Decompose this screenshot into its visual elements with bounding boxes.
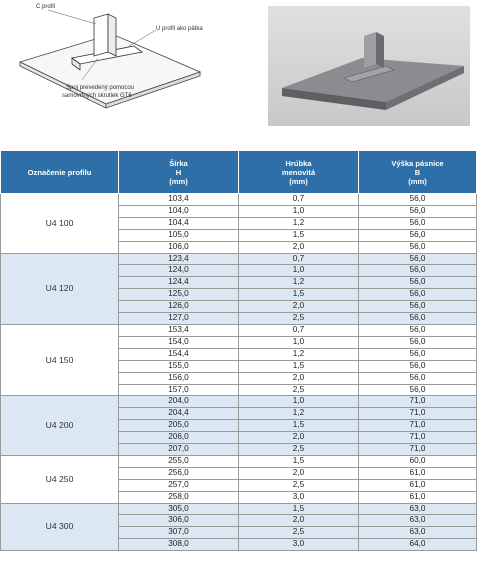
cell-flange-height-b: 63,0 xyxy=(359,503,477,515)
cell-width-h: 204,4 xyxy=(119,408,239,420)
table-header-row xyxy=(1,151,477,194)
cell-thickness: 2,0 xyxy=(239,241,359,253)
cell-width-h: 256,0 xyxy=(119,467,239,479)
cell-width-h: 257,0 xyxy=(119,479,239,491)
cell-flange-height-b: 64,0 xyxy=(359,539,477,551)
cell-thickness: 1,5 xyxy=(239,229,359,241)
cell-flange-height-b: 56,0 xyxy=(359,194,477,206)
table-row xyxy=(1,324,477,336)
cell-flange-height-b: 56,0 xyxy=(359,372,477,384)
cell-flange-height-b: 56,0 xyxy=(359,313,477,325)
cell-thickness: 0,7 xyxy=(239,324,359,336)
cell-flange-height-b: 63,0 xyxy=(359,527,477,539)
table-row xyxy=(1,194,477,206)
header-width-h xyxy=(119,151,239,194)
cell-width-h: 124,0 xyxy=(119,265,239,277)
cell-thickness: 2,0 xyxy=(239,372,359,384)
cell-thickness: 1,5 xyxy=(239,360,359,372)
header-text-line: (mm) xyxy=(408,176,427,186)
cell-flange-height-b: 56,0 xyxy=(359,324,477,336)
cell-thickness: 2,0 xyxy=(239,515,359,527)
header-text-line: (mm) xyxy=(169,176,188,186)
cell-width-h: 306,0 xyxy=(119,515,239,527)
cell-flange-height-b: 56,0 xyxy=(359,229,477,241)
cell-flange-height-b: 56,0 xyxy=(359,205,477,217)
cell-flange-height-b: 56,0 xyxy=(359,241,477,253)
cell-flange-height-b: 71,0 xyxy=(359,396,477,408)
cell-width-h: 103,4 xyxy=(119,194,239,206)
render-c-profile-front xyxy=(364,32,376,68)
cell-thickness: 1,5 xyxy=(239,420,359,432)
cell-flange-height-b: 71,0 xyxy=(359,408,477,420)
cell-thickness: 1,5 xyxy=(239,289,359,301)
cell-thickness: 1,2 xyxy=(239,348,359,360)
cell-flange-height-b: 56,0 xyxy=(359,253,477,265)
cell-width-h: 153,4 xyxy=(119,324,239,336)
cell-width-h: 204,0 xyxy=(119,396,239,408)
cell-width-h: 154,4 xyxy=(119,348,239,360)
cell-thickness: 0,7 xyxy=(239,194,359,206)
header-text-line: Šírka xyxy=(169,158,188,168)
cell-flange-height-b: 71,0 xyxy=(359,420,477,432)
cell-thickness: 1,0 xyxy=(239,396,359,408)
label-u-profile: U profil ako pätka xyxy=(156,26,203,32)
cell-width-h: 157,0 xyxy=(119,384,239,396)
cell-thickness: 1,0 xyxy=(239,336,359,348)
cell-width-h: 123,4 xyxy=(119,253,239,265)
cell-thickness: 1,2 xyxy=(239,277,359,289)
cell-thickness: 3,0 xyxy=(239,491,359,503)
header-text-line: (mm) xyxy=(289,176,308,186)
cell-flange-height-b: 71,0 xyxy=(359,432,477,444)
table-row xyxy=(1,455,477,467)
table-row xyxy=(1,396,477,408)
cell-flange-height-b: 56,0 xyxy=(359,301,477,313)
header-text-line: B xyxy=(414,167,421,177)
header-thickness xyxy=(239,151,359,194)
cell-thickness: 2,5 xyxy=(239,384,359,396)
cell-width-h: 307,0 xyxy=(119,527,239,539)
label-joint-line2: samovrtných skrutiek GT6 xyxy=(62,93,132,99)
cell-width-h: 106,0 xyxy=(119,241,239,253)
cell-width-h: 104,0 xyxy=(119,205,239,217)
cell-flange-height-b: 61,0 xyxy=(359,479,477,491)
cell-width-h: 255,0 xyxy=(119,455,239,467)
cell-width-h: 258,0 xyxy=(119,491,239,503)
label-c-profile: C profil xyxy=(36,4,56,10)
cell-width-h: 105,0 xyxy=(119,229,239,241)
header-text-line: Označenie profilu xyxy=(27,167,92,177)
cell-thickness: 1,0 xyxy=(239,205,359,217)
cell-width-h: 126,0 xyxy=(119,301,239,313)
cell-width-h: 127,0 xyxy=(119,313,239,325)
render-c-profile-side xyxy=(376,32,384,68)
cell-thickness: 2,5 xyxy=(239,313,359,325)
cell-flange-height-b: 56,0 xyxy=(359,336,477,348)
cell-flange-height-b: 60,0 xyxy=(359,455,477,467)
cell-width-h: 124,4 xyxy=(119,277,239,289)
header-text-line: Výška pásnice xyxy=(391,158,444,168)
cell-width-h: 205,0 xyxy=(119,420,239,432)
cell-width-h: 206,0 xyxy=(119,432,239,444)
cell-flange-height-b: 71,0 xyxy=(359,444,477,456)
profile-designation-cell: U4 250 xyxy=(1,455,119,503)
cell-flange-height-b: 63,0 xyxy=(359,515,477,527)
cell-width-h: 125,0 xyxy=(119,289,239,301)
cell-thickness: 1,2 xyxy=(239,408,359,420)
cell-flange-height-b: 56,0 xyxy=(359,217,477,229)
leader-u-profile xyxy=(126,30,156,48)
cell-flange-height-b: 56,0 xyxy=(359,289,477,301)
label-joint-line1: Spoj prevedený pomocou xyxy=(66,85,135,91)
cell-width-h: 207,0 xyxy=(119,444,239,456)
header-text-line: Hrúbka xyxy=(285,158,312,168)
table-row xyxy=(1,253,477,265)
header-flange-height-b xyxy=(359,151,477,194)
cell-thickness: 0,7 xyxy=(239,253,359,265)
profile-designation-cell: U4 100 xyxy=(1,194,119,254)
table-row xyxy=(1,503,477,515)
cell-thickness: 2,5 xyxy=(239,527,359,539)
profile-designation-cell: U4 300 xyxy=(1,503,119,551)
drawing-c-profile-side xyxy=(108,14,116,56)
cell-flange-height-b: 56,0 xyxy=(359,360,477,372)
leader-c-profile xyxy=(48,10,96,24)
cell-thickness: 2,5 xyxy=(239,444,359,456)
cell-thickness: 2,5 xyxy=(239,479,359,491)
line-drawing-figure xyxy=(8,0,208,140)
cell-thickness: 1,5 xyxy=(239,455,359,467)
profile-designation-cell: U4 150 xyxy=(1,324,119,395)
cell-width-h: 308,0 xyxy=(119,539,239,551)
cell-flange-height-b: 56,0 xyxy=(359,265,477,277)
cell-flange-height-b: 56,0 xyxy=(359,277,477,289)
cell-thickness: 2,0 xyxy=(239,301,359,313)
cell-thickness: 1,0 xyxy=(239,265,359,277)
profile-designation-cell: U4 120 xyxy=(1,253,119,324)
cell-width-h: 156,0 xyxy=(119,372,239,384)
cell-thickness: 2,0 xyxy=(239,432,359,444)
cell-width-h: 104,4 xyxy=(119,217,239,229)
table-body xyxy=(1,194,477,551)
cell-width-h: 305,0 xyxy=(119,503,239,515)
header-profile-designation xyxy=(1,151,119,194)
header-text-line: H xyxy=(175,167,182,177)
cell-thickness: 1,5 xyxy=(239,503,359,515)
cell-flange-height-b: 56,0 xyxy=(359,384,477,396)
cell-thickness: 1,2 xyxy=(239,217,359,229)
header-text-line: menovitá xyxy=(281,167,316,177)
figures-area xyxy=(0,0,480,150)
profile-spec-table xyxy=(0,150,477,551)
cell-thickness: 3,0 xyxy=(239,539,359,551)
cell-flange-height-b: 61,0 xyxy=(359,491,477,503)
profile-designation-cell: U4 200 xyxy=(1,396,119,456)
cell-flange-height-b: 56,0 xyxy=(359,348,477,360)
cell-flange-height-b: 61,0 xyxy=(359,467,477,479)
cell-width-h: 154,0 xyxy=(119,336,239,348)
cell-width-h: 155,0 xyxy=(119,360,239,372)
rendered-model-image xyxy=(268,6,470,126)
drawing-c-profile xyxy=(94,14,108,56)
cell-thickness: 2,0 xyxy=(239,467,359,479)
